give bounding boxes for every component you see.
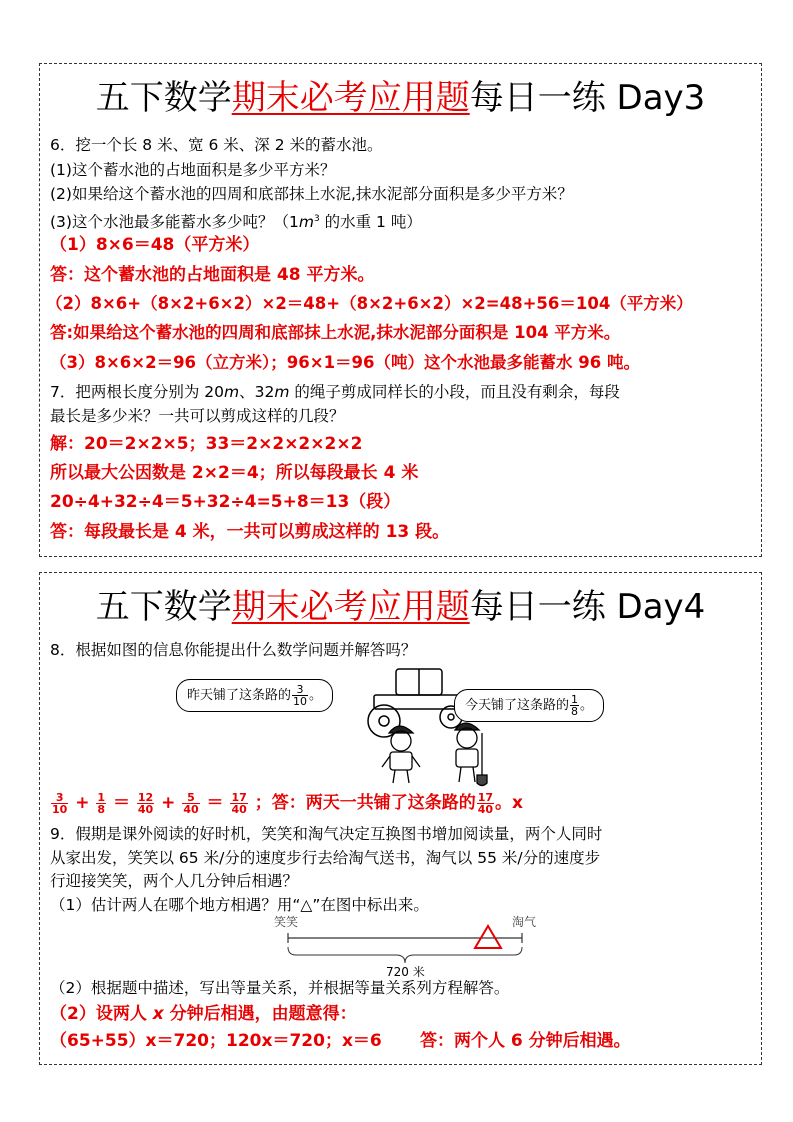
- answer-9-3: 答：两个人 6 分钟后相遇。: [420, 1031, 631, 1051]
- fraction: [51, 792, 68, 815]
- fraction: [477, 792, 494, 815]
- fraction-denominator: 40: [137, 802, 154, 816]
- answer-6-2-text: 答:如果给这个蓄水池的四周和底部抹上水泥,抹水泥部分面积是 104 平方米。: [50, 323, 621, 342]
- answer-7-2: 所以最大公因数是 2×2＝4；所以每段最长 4 米: [50, 463, 419, 483]
- fraction-denominator: 8: [97, 802, 106, 816]
- answer-9-1: [50, 1004, 357, 1024]
- answer-6-3: （3）8×6×2＝96（立方米）；96×1＝96（吨）这个水池最多能蓄水 96 吨。: [50, 353, 640, 372]
- question-6-part-1: (1)这个蓄水池的占地面积是多少平方米？: [50, 161, 336, 179]
- bubble-yesterday: [176, 679, 333, 712]
- answer-6-2: （2）8×6+（8×2+6×2）×2＝48+（8×2+6×2）×2=48+56＝104（平方米）: [46, 294, 693, 313]
- question-6: 6．挖一个长 8 米、宽 6 米、深 2 米的蓄水池。: [50, 136, 383, 154]
- operator: ＝: [112, 793, 130, 813]
- fraction-denominator: 10: [52, 802, 68, 816]
- fraction-denominator: 10: [293, 695, 308, 708]
- fraction-denominator: 40: [477, 802, 494, 816]
- bubble-today-text: 今天铺了这条路的: [465, 698, 570, 713]
- fraction-numerator: 17: [477, 790, 494, 804]
- distance-label: 720 米: [386, 965, 425, 979]
- answer-9-2: （65+55）x＝720；120x＝720；x＝6: [50, 1031, 382, 1051]
- q7-unit-1: m: [224, 383, 240, 401]
- fraction-numerator: 1: [97, 790, 106, 804]
- bubble-today: [454, 689, 604, 722]
- answer-8-text: ；答：两天一共铺了这条路的: [254, 793, 476, 813]
- fraction-numerator: 12: [137, 790, 154, 804]
- bubble-yesterday-fraction: [292, 684, 308, 707]
- day3-card: [39, 63, 762, 557]
- answer-6-1: （1）8×6＝48（平方米）: [50, 235, 260, 255]
- answer-7-4: 答：每段最长是 4 米，一共可以剪成这样的 13 段。: [50, 522, 450, 542]
- question-9-part-2: （2）根据题中描述，写出等量关系，并根据等量关系列方程解答。: [50, 979, 510, 997]
- triangle-marker-icon: [475, 926, 501, 948]
- bubble-today-end: 。: [580, 698, 594, 713]
- bubble-yesterday-end: 。: [309, 688, 323, 703]
- fraction-numerator: 5: [182, 792, 199, 804]
- fraction-numerator: 1: [571, 693, 579, 706]
- label-taoqi: 淘气: [511, 915, 536, 929]
- q7-text-b: 、32: [239, 383, 275, 401]
- fraction: [137, 792, 154, 815]
- question-9-part-1: （1）估计两人在哪个地方相遇？用“△”在图中标出来。: [50, 896, 429, 914]
- bubble-today-fraction: [570, 694, 579, 717]
- day3-title: [40, 78, 761, 118]
- answer-9-1-text: （2）设两人: [50, 1004, 153, 1024]
- variable-x: x: [152, 1004, 164, 1024]
- q6-3-unit: m: [298, 213, 314, 232]
- q6-3-exp: 3: [313, 214, 320, 224]
- fraction: [182, 792, 199, 815]
- title-suffix: 每日一练 Day4: [469, 587, 706, 627]
- operator: +: [161, 793, 176, 813]
- title-suffix: 每日一练 Day3: [469, 78, 706, 118]
- day4-title: [40, 587, 761, 627]
- question-7-line-1: [50, 382, 620, 402]
- day4-card: [39, 572, 762, 1065]
- question-9-line-2: 从家出发，笑笑以 65 米/分的速度步行去给淘气送书，淘气以 55 米/分的速度步: [50, 849, 601, 867]
- question-8: 8．根据如图的信息你能提出什么数学问题并解答吗？: [50, 641, 417, 659]
- fraction-denominator: 40: [231, 802, 247, 816]
- label-xiaoxiao: 笑笑: [274, 915, 299, 929]
- answer-8: [50, 788, 523, 818]
- answer-8-end: 。x: [495, 793, 523, 813]
- fraction-numerator: 17: [231, 790, 247, 804]
- fraction-numerator: 3: [292, 684, 308, 696]
- q7-text-c: 的绳子剪成同样长的小段，而且没有剩余，每段: [289, 383, 620, 401]
- bubble-yesterday-text: 昨天铺了这条路的: [187, 688, 292, 703]
- distance-diagram: [270, 913, 540, 983]
- fraction-numerator: 3: [51, 792, 68, 804]
- fraction: [96, 792, 106, 815]
- answer-6-1-text: 答：这个蓄水池的占地面积是 48 平方米。: [50, 265, 375, 285]
- title-prefix: 五下数学: [95, 587, 232, 627]
- q7-unit-2: m: [274, 383, 290, 401]
- fraction-denominator: 8: [571, 705, 579, 718]
- operator: ＝: [206, 793, 224, 813]
- title-prefix: 五下数学: [95, 78, 232, 118]
- fraction-denominator: 40: [183, 802, 199, 816]
- question-9-line-3: 行迎接笑笑，两个人几分钟后相遇？: [50, 872, 299, 890]
- question-6-part-2: (2)如果给这个蓄水池的四周和底部抹上水泥,抹水泥部分面积是多少平方米？: [50, 185, 573, 203]
- q7-text-a: 7．把两根长度分别为 20: [50, 383, 225, 401]
- operator: +: [75, 793, 90, 813]
- title-highlight: 期末必考应用题: [231, 587, 470, 627]
- title-highlight: 期末必考应用题: [231, 78, 470, 118]
- answer-9-1-text-end: 分钟后相遇，由题意得：: [163, 1004, 357, 1024]
- fraction: [230, 792, 247, 815]
- answer-7-1: 解：20＝2×2×5；33＝2×2×2×2×2: [50, 434, 363, 454]
- question-7-line-2: 最长是多少米？一共可以剪成这样的几段？: [50, 407, 345, 425]
- q6-3-text-end: 的水重 1 吨）: [319, 213, 422, 232]
- answer-7-3: 20÷4+32÷4＝5+32÷4=5+8＝13（段）: [50, 492, 401, 512]
- q6-3-text: (3)这个水池最多能蓄水多少吨？（1: [50, 213, 299, 232]
- question-9-line-1: 9．假期是课外阅读的好时机，笑笑和淘气决定互换图书增加阅读量，两个人同时: [50, 825, 603, 843]
- question-6-part-3: [50, 209, 422, 232]
